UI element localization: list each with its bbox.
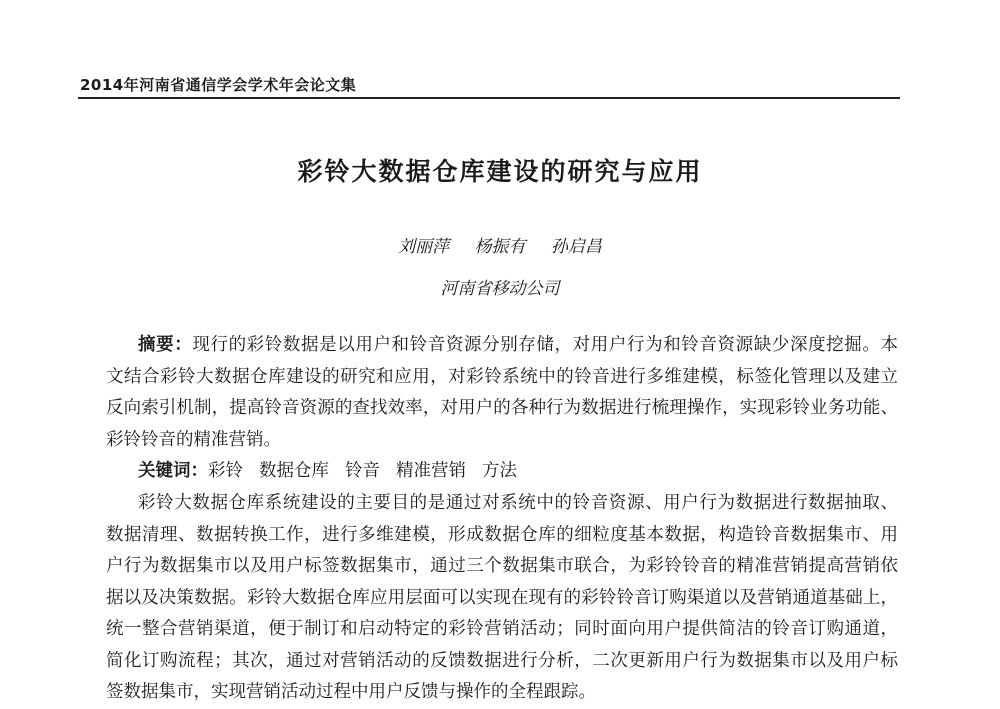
abstract-line: 彩铃铃音的精准营销。 [106, 429, 281, 450]
paper-title: 彩铃大数据仓库建设的研究与应用 [297, 157, 703, 186]
keywords-label: 关键词： [138, 461, 208, 481]
abstract-label: 摘要： [138, 335, 193, 355]
author: 刘丽萍 [398, 237, 450, 257]
authors [0, 232, 1000, 257]
keyword: 数据仓库 [259, 461, 329, 481]
keywords [106, 456, 898, 488]
body-line: 彩铃大数据仓库系统建设的主要目的是通过对系统中的铃音资源、用户行为数据进行数据抽取、 [138, 493, 898, 513]
body-line: 据以及决策数据。彩铃大数据仓库应用层面可以实现在现有的彩铃铃音订购渠道以及营销通道基础上， [106, 587, 898, 608]
abstract-line: 反向索引机制，提高铃音资源的查找效率，对用户的各种行为数据进行梳理操作，实现彩铃业务功能、 [106, 398, 898, 418]
keyword: 方法 [482, 461, 517, 481]
keyword: 彩铃 [208, 461, 243, 481]
body-line: 统一整合营销渠道，便于制订和启动特定的彩铃营销活动；同时面向用户提供简洁的铃音订购通道， [106, 619, 898, 639]
author: 孙启昌 [550, 237, 602, 257]
author: 杨振有 [474, 237, 526, 257]
body-line: 简化订购流程；其次，通过对营销活动的反馈数据进行分析，二次更新用户行为数据集市以及用户标 [106, 650, 898, 671]
affiliation: 河南省移动公司 [440, 279, 560, 299]
body-paragraph [106, 488, 898, 709]
body-line: 数据清理、数据转换工作，进行多维建模，形成数据仓库的细粒度基本数据，构造铃音数据集市、用 [106, 524, 898, 545]
body-line: 户行为数据集市以及用户标签数据集市，通过三个数据集市联合，为彩铃铃音的精准营销提高营销依 [106, 556, 898, 576]
body-line: 签数据集市，实现营销活动过程中用户反馈与操作的全程跟踪。 [106, 682, 596, 702]
abstract-line: 文结合彩铃大数据仓库建设的研究和应用，对彩铃系统中的铃音进行多维建模，标签化管理以及建立 [106, 366, 898, 387]
header-rule [78, 97, 900, 99]
running-header: 2014年河南省通信学会学术年会论文集 [80, 76, 357, 94]
abstract-line [106, 330, 898, 362]
abstract [106, 330, 898, 488]
keyword: 铃音 [345, 461, 380, 481]
keyword: 精准营销 [396, 461, 466, 481]
abstract-text: 现行的彩铃数据是以用户和铃音资源分别存储，对用户行为和铃音资源缺少深度挖掘。本 [192, 335, 899, 355]
